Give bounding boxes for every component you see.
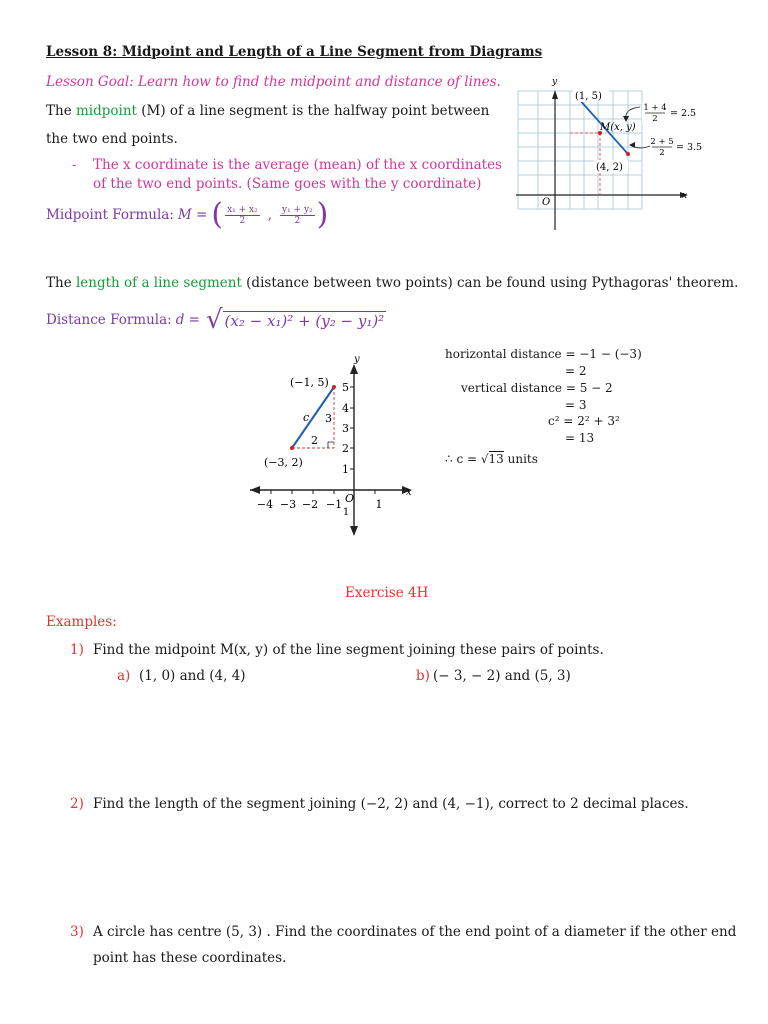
y-tick-1: 1 [342,463,349,476]
q3-text-line2: point has these coordinates. [93,950,287,966]
q1a-label: a) [117,668,131,684]
point-b-label: (−3, 2) [264,456,303,469]
endpoint-a [332,385,336,389]
label-3: 3 [325,412,332,425]
calc-y-den: 2 [659,148,665,158]
q1b-label: b) [416,668,430,684]
label-c: c [303,411,310,424]
q2-text: Find the length of the segment joining (−2, 2) and (4, −1), correct to 2 decimal places. [93,796,689,812]
midpoint-definition: The midpoint (M) of a line segment is the halfway point between [46,103,490,119]
lesson-goal: Lesson Goal: Learn how to find the midpoint and distance of lines. [46,74,501,90]
bullet-dash: - [72,157,77,173]
q3-text-line1: A circle has centre (5, 3) . Find the coordinates of the end point of a diameter if the other end [93,924,737,940]
midpoint-term: midpoint [75,103,137,119]
axis-x-label: x [682,191,688,201]
bullet-line1: The x coordinate is the average (mean) of the x coordinates [93,157,502,173]
q1b-text: (− 3, − 2) and (5, 3) [433,668,571,684]
x-tick-neg2: −2 [301,498,319,511]
point-a-label: (1, 5) [575,91,602,102]
calc-x-num: 1 + 4 [643,103,667,113]
q1-text: Find the midpoint M(x, y) of the line segment joining these pairs of points. [93,642,604,658]
calc-y-value: = 3.5 [676,142,703,153]
x-tick-neg3: −3 [279,498,297,511]
calc-x-den: 2 [652,114,658,124]
examples-label: Examples: [46,614,117,630]
axis-y-label: y [552,77,558,87]
y-tick-4: 4 [342,402,349,415]
length-definition: The length of a line segment (distance between two points) can be found using Pythagoras' theorem. [46,275,739,291]
x-tick-neg4: −4 [256,498,274,511]
endpoint-b [290,446,294,450]
midpoint-formula: Midpoint Formula: M = ( $\frac{\text{x₁ + x₂}}{2}$ , $\frac{\text{y₁ + y₂}}{2}$ ) [46,197,329,232]
working-line1: horizontal distance = −1 − (−3) [445,347,642,361]
page-title: Lesson 8: Midpoint and Length of a Line Segment from Diagrams [46,44,543,60]
y-tick-neg1: 1 [342,507,350,518]
q2-number: 2) [70,796,84,812]
q1-number: 1) [70,642,84,658]
x-tick-neg1: −1 [325,498,343,511]
q3-number: 3) [70,924,84,940]
midpoint-diagram [512,74,712,236]
origin-label: O [345,492,355,505]
working-line6: = 13 [565,431,595,445]
working-line2: = 2 [565,364,587,378]
working-line5: c² = 2² + 3² [548,414,620,428]
x-tick-1: 1 [375,498,383,511]
axis-x-label: x [406,487,412,498]
midpoint-definition-line2: the two end points. [46,131,178,147]
endpoint-b [626,152,630,156]
calc-x-value: = 2.5 [670,108,697,119]
calc-y-num: 2 + 5 [650,137,674,147]
origin-label: O [542,197,551,208]
y-tick-5: 5 [342,381,349,394]
distance-formula: Distance Formula: d = √ (x₂ − x₁)² + (y₂ − y₁)² [46,305,385,335]
working-conclusion: ∴ c = √13 units [445,452,538,466]
bullet-line2: of the two end points. (Same goes with the y coordinate) [93,176,482,192]
distance-radicand: (x₂ − x₁)² + (y₂ − y₁)² [224,311,385,330]
exercise-label: Exercise 4H [345,585,429,601]
label-2: 2 [311,434,318,447]
point-a-label: (−1, 5) [290,376,329,389]
distance-diagram [248,350,423,540]
right-angle-mark [328,442,334,448]
y-tick-2: 2 [342,442,349,455]
working-line3: vertical distance = 5 − 2 [461,381,613,395]
point-b-label: (4, 2) [596,162,623,173]
axis-y-label: y [354,354,360,365]
length-term: length of a line segment [75,275,242,291]
midpoint-label: M(x, y) [600,122,636,133]
y-tick-3: 3 [342,422,349,435]
working-line4: = 3 [565,398,587,412]
q1a-text: (1, 0) and (4, 4) [139,668,246,684]
